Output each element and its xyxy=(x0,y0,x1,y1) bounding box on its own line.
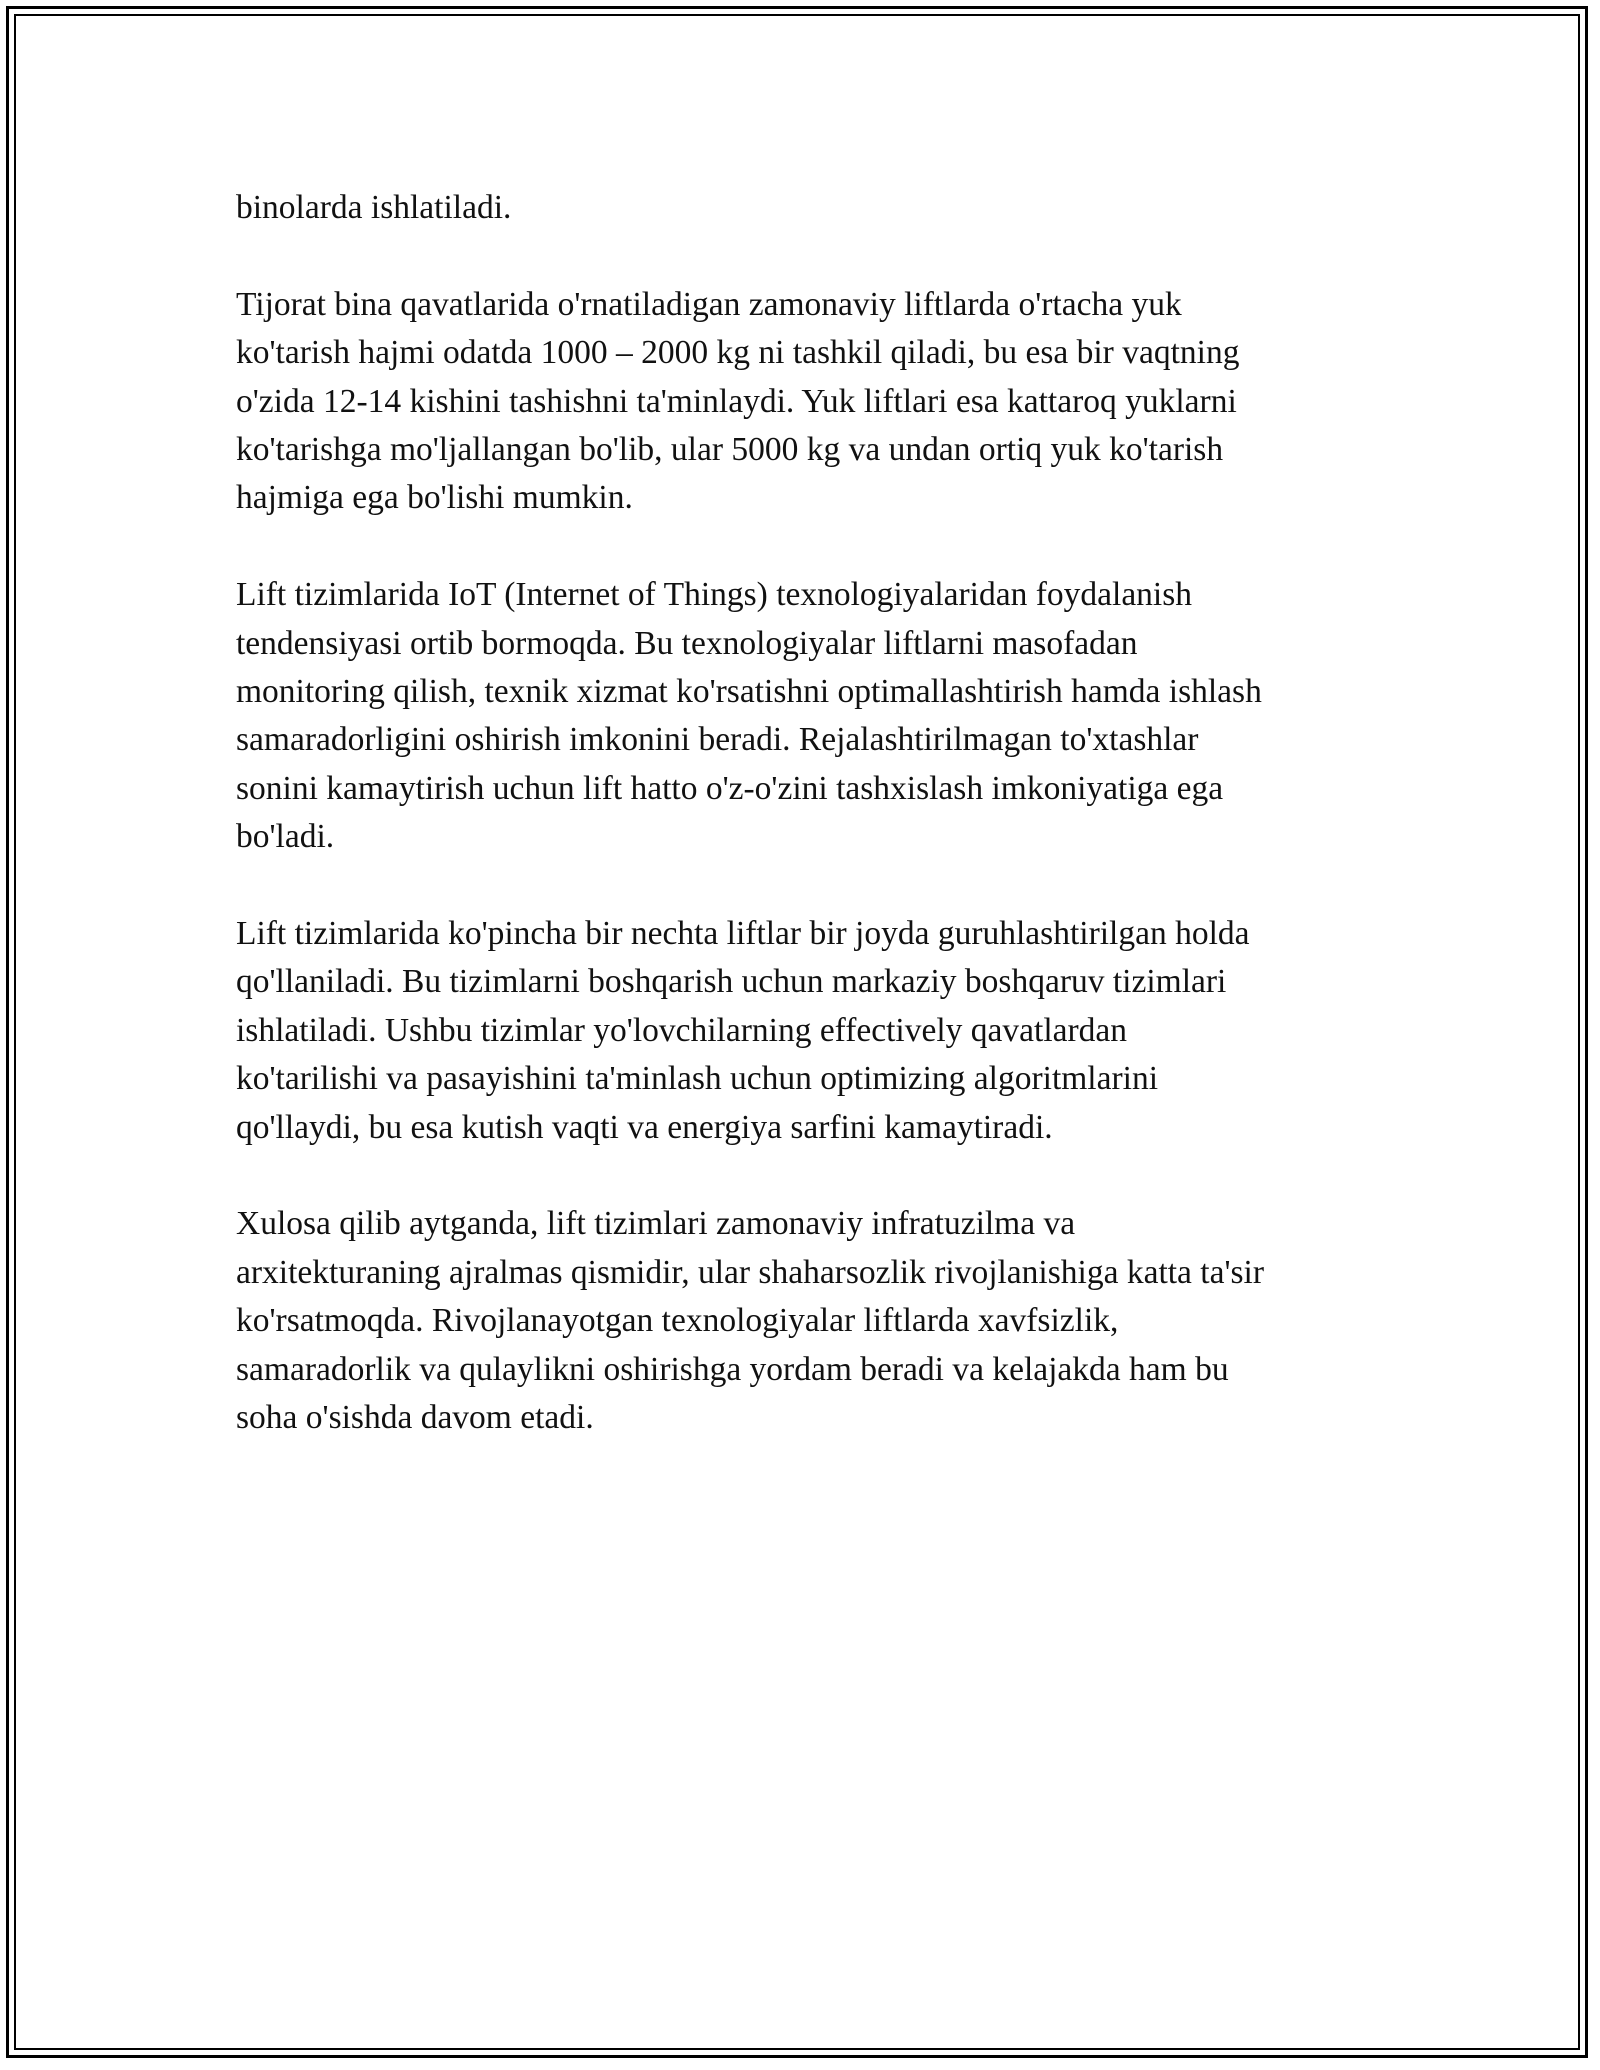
paragraph-elevator-capacity: Tijorat bina qavatlarida o'rnatiladigan zamonaviy liftlarda o'rtacha yuk ko'tarish hajmi odatda 1000 – 2000 kg ni tashkil qiladi, bu esa bir vaqtning o'zida 12-14 kishini tashishni ta'minlaydi. Yuk liftlari esa kattaroq yuklarni ko'tarishga mo'ljallangan bo'lib, ular 5000 kg va undan ortiq yuk ko'tarish hajmiga ega bo'lishi mumkin. xyxy=(236,285,1240,517)
paragraph-conclusion: Xulosa qilib aytganda, lift tizimlari zamonaviy infratuzilma va arxitekturaning ajralmas qismidir, ular shaharsozlik rivojlanishiga katta ta'sir ko'rsatmoqda. Rivojlanayotgan texnologiyalar liftlarda xavfsizlik, samaradorlik va qulaylikni oshirishga yordam beradi va kelajakda ham bu soha o'sishda davom etadi. xyxy=(236,1205,1265,1437)
paragraph-continuation: binolarda ishlatiladi. xyxy=(236,189,512,226)
document-body xyxy=(236,184,1386,1491)
paragraph-iot: Lift tizimlarida IoT (Internet of Things) texnologiyalaridan foydalanish tendensiyasi ortib bormoqda. Bu texnologiyalar liftlarni masofadan monitoring qilish, texnik xizmat ko'rsatishni optimallashtirish hamda ishlash samaradorligini oshirish imkonini beradi. Rejalashtirilmagan to'xtashlar sonini kamaytirish uchun lift hatto o'z-o'zini tashxislash imkoniyatiga ega bo'ladi. xyxy=(236,576,1262,856)
paragraph-group-control: Lift tizimlarida ko'pincha bir nechta liftlar bir joyda guruhlashtirilgan holda qo'llaniladi. Bu tizimlarni boshqarish uchun markaziy boshqaruv tizimlari ishlatiladi. Ushbu tizimlar yo'lovchilarning effectively qavatlardan ko'tarilishi va pasayishini ta'minlash uchun optimizing algoritmlarini qo'llaydi, bu esa kutish vaqti va energiya sarfini kamaytiradi. xyxy=(236,915,1250,1146)
